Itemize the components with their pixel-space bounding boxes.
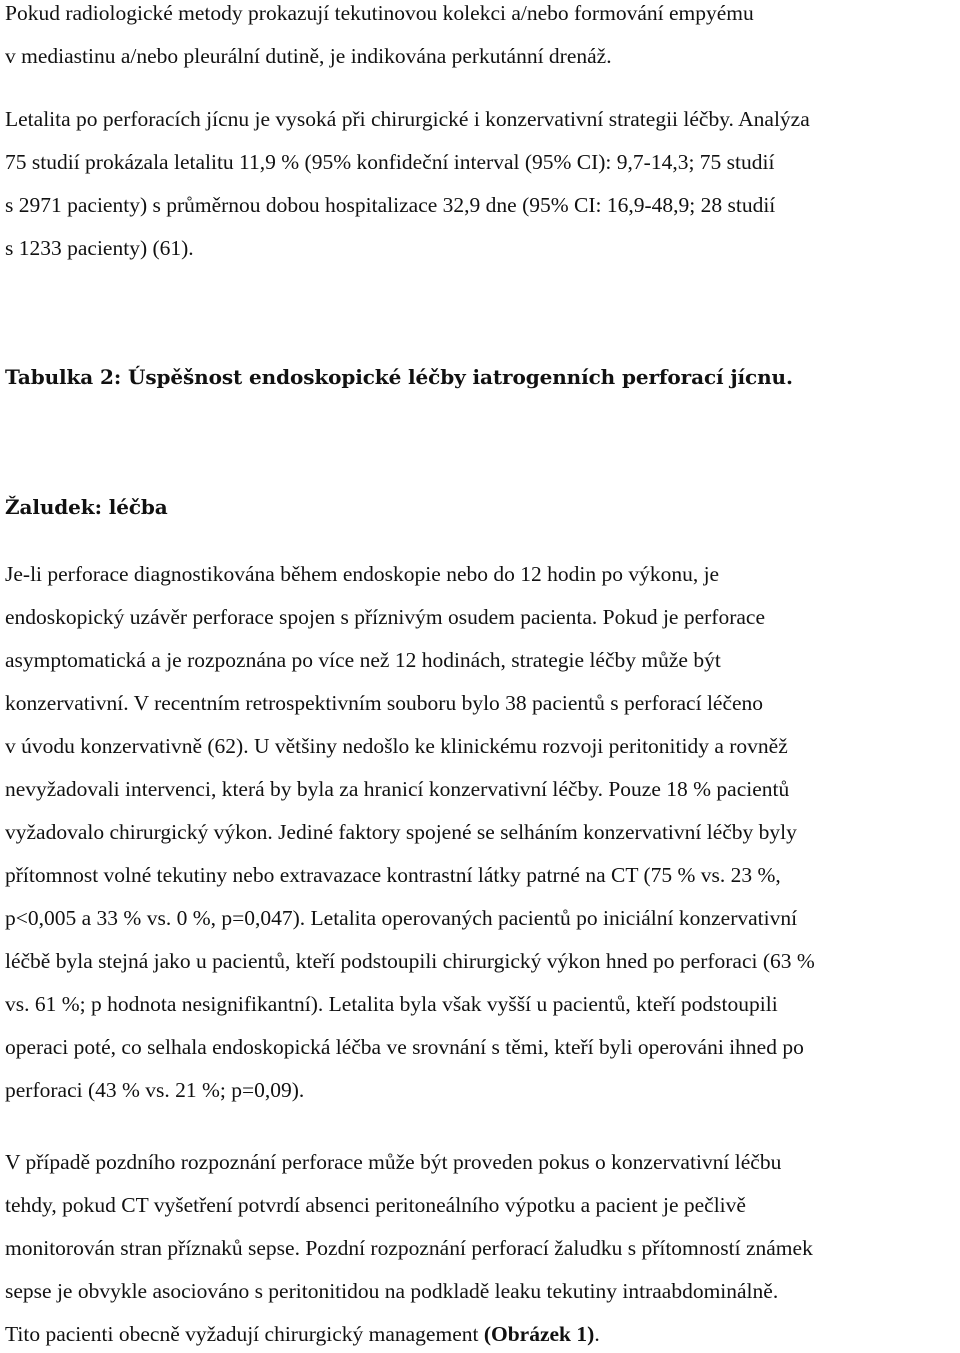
text-span: Tito pacienti obecně vyžadují chirurgický management <box>5 1322 484 1346</box>
text-line: Je-li perforace diagnostikována během endoskopie nebo do 12 hodin po výkonu, je <box>5 562 720 586</box>
text-span: . <box>594 1322 600 1346</box>
text-line: vyžadovalo chirurgický výkon. Jediné faktory spojené se selháním konzervativní léčby byly <box>5 820 797 844</box>
text-line: konzervativní. V recentním retrospektivním souboru bylo 38 pacientů s perforací léčeno <box>5 691 764 715</box>
text-line: v mediastinu a/nebo pleurální dutině, je indikována perkutánní drenáž. <box>5 44 612 68</box>
text-line: s 2971 pacienty) s průměrnou dobou hospitalizace 32,9 dne (95% CI: 16,9-48,9; 28 studií <box>5 193 776 217</box>
text-line: sepse je obvykle asociováno s peritonitidou na podkladě leaku tekutiny intraabdominálně. <box>5 1279 779 1303</box>
text-line: Pokud radiologické metody prokazují tekutinovou kolekci a/nebo formování empyému <box>5 1 754 25</box>
text-line: léčbě byla stejná jako u pacientů, kteří podstoupili chirurgický výkon hned po perforaci (63 % <box>5 949 815 973</box>
table-caption: Tabulka 2: Úspěšnost endoskopické léčby iatrogenních perforací jícnu. <box>5 365 793 389</box>
text-line: tehdy, pokud CT vyšetření potvrdí absenci peritoneálního výpotku a pacient je pečlivě <box>5 1193 746 1217</box>
section-heading: Žaludek: léčba <box>5 495 168 519</box>
text-line: přítomnost volné tekutiny nebo extravazace kontrastní látky patrné na CT (75 % vs. 23 %, <box>5 863 781 887</box>
text-line: s 1233 pacienty) (61). <box>5 236 194 260</box>
text-line: endoskopický uzávěr perforace spojen s příznivým osudem pacienta. Pokud je perforace <box>5 605 765 629</box>
text-line: V případě pozdního rozpoznání perforace může být proveden pokus o konzervativní léčbu <box>5 1150 782 1174</box>
text-line: perforaci (43 % vs. 21 %; p=0,09). <box>5 1078 305 1102</box>
text-line: p<0,005 a 33 % vs. 0 %, p=0,047). Letalita operovaných pacientů po iniciální konzervativní <box>5 906 798 930</box>
paragraph-last <box>5 1321 600 1347</box>
text-line: asymptomatická a je rozpoznána po více než 12 hodinách, strategie léčby může být <box>5 648 721 672</box>
text-line: vs. 61 %; p hodnota nesignifikantní). Letalita byla však vyšší u pacientů, kteří podstoupili <box>5 992 778 1016</box>
text-line: v úvodu konzervativně (62). U většiny nedošlo ke klinickému rozvoji peritonitidy a rovněž <box>5 734 788 758</box>
text-line: monitorován stran příznaků sepse. Pozdní rozpoznání perforací žaludku s přítomností známek <box>5 1236 813 1260</box>
text-line: nevyžadovali intervenci, která by byla za hranicí konzervativní léčby. Pouze 18 % pacientů <box>5 777 790 801</box>
text-line: 75 studií prokázala letalitu 11,9 % (95% konfideční interval (95% CI): 9,7-14,3; 75 studií <box>5 150 775 174</box>
text-line: operaci poté, co selhala endoskopická léčba ve srovnání s těmi, kteří byli operováni ihned po <box>5 1035 804 1059</box>
figure-reference: (Obrázek 1) <box>483 1322 595 1346</box>
text-line: Letalita po perforacích jícnu je vysoká při chirurgické i konzervativní strategii léčby. Analýza <box>5 107 810 131</box>
